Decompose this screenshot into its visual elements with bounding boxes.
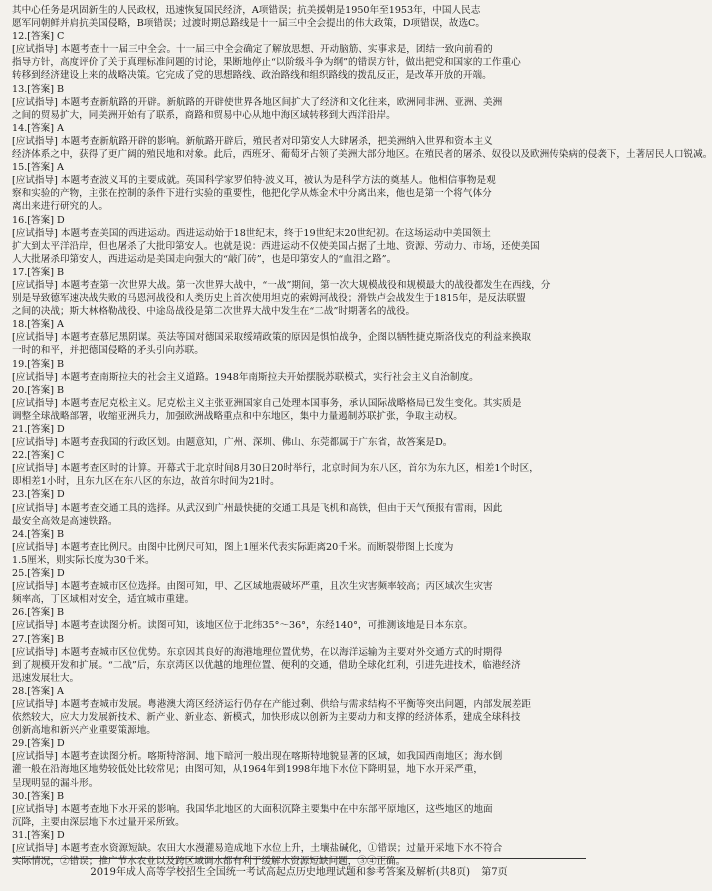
answer-key: [答案] D [27,489,65,501]
answer-key: [答案] B [27,358,65,370]
explanation-line: 实际情况，②错误；推广节水农业以及跨区域调水都有利于缓解水资源短缺问题，③④正确。 [12,856,406,868]
answer-item [12,685,586,737]
explanation-line: [应试指导] 本题考查读图分析。读图可知，该地区位于北纬35°～36°，东经140°，可推测该地是日本东京。 [12,620,473,632]
question-number: 17. [12,266,28,278]
answer-key: [答案] D [27,424,65,435]
answer-key: [答案] B [27,633,65,645]
explanation-line: 别是导致德军速决战失败的马恩河战役和人类历史上首次使用坦克的索姆河战役；滑铁卢会战发生于1815年，是反法联盟 [12,293,526,305]
explanation-line: 最安全高效是高速铁路。 [12,515,118,527]
question-number: 26. [12,607,28,619]
answer-item [12,214,586,266]
answer-line [12,606,586,619]
intro-line: 愿军同朝鲜并肩抗美国侵略，B项错误；过渡时期总路线是十一届三中全会提出的伟大政策，D项错误，故选C。 [12,18,485,30]
answer-line [12,161,586,174]
explanation-line: [应试指导] 本题考查比例尺。由图中比例尺可知，图上1厘米代表实际距离20千米。而断裂带图上长度为 [12,541,454,553]
document-body [12,4,712,868]
question-number: 14. [12,122,28,134]
answer-key: [答案] D [27,829,65,841]
explanation-line: 沉降，主要由深层地下水过量开采所致。 [12,816,185,828]
answer-item [12,384,586,423]
explanation-line: 频率高，丁区域相对安全，适宜城市重建。 [12,594,195,606]
explanation-line: [应试指导] 本题考查交通工具的选择。从武汉到广州最快捷的交通工具是飞机和高铁，但由于天气预报有雷雨，因此 [12,502,503,514]
explanation-line: 即相差1小时，且东九区在东八区的东边，故首尔时间为21时。 [12,476,280,488]
answer-line [12,384,586,397]
answer-item [12,122,712,161]
answer-line [12,567,586,580]
answer-list [12,30,712,868]
explanation-line: 之间的贸易扩大，同美洲开始有了联系，商路和贸易中心从地中海区域转移到大西洋沿岸。 [12,109,396,121]
answer-key: [答案] A [27,122,64,134]
question-number: 18. [12,319,28,331]
answer-line [12,685,586,698]
explanation-line: 经济体系之中，获得了更广阔的殖民地和对象。此后，西班牙、葡萄牙占领了美洲大部分地区。在殖民者的屠杀、奴役以及欧洲传染病的侵袭下，土著居民人口锐减。 [12,149,712,161]
explanation-line: [应试指导] 本题考查第一次世界大战。第一次世界大战中，“一战”期间，第一次大规模战役和规模最大的战役都发生在西线，分 [12,279,551,291]
answer-item [12,161,586,213]
explanation-line: [应试指导] 本题考查城市区位优势。东京因其良好的海港地理位置优势，在以海洋运输为主要对外交通方式的时期得 [12,646,503,658]
question-number: 24. [12,528,28,540]
answer-item [12,737,586,789]
question-number: 19. [12,358,28,370]
answer-item [12,633,586,685]
explanation-line: [应试指导] 本题考查尼克松主义。尼克松主义主张亚洲国家自己处理本国事务，承认国际战略格局已发生变化。其实质是 [12,397,522,409]
answer-line [12,423,586,436]
question-number: 30. [12,790,28,802]
explanation-line: 创新高地和新兴产业重要策源地。 [12,725,156,737]
answer-item [12,488,586,527]
answer-line [12,83,586,96]
explanation-line: 一时的和平，并把德国侵略的矛头引向苏联。 [12,345,204,357]
answer-line [12,318,586,331]
question-number: 25. [12,568,28,580]
explanation-line: [应试指导] 本题考查读图分析。喀斯特溶洞、地下暗河一般出现在喀斯特地貌显著的区域，如我国西南地区；海水倒 [12,751,503,763]
answer-item [12,358,586,384]
answer-item [12,83,586,122]
explanation-line: 扩大到太平洋沿岸，但也屠杀了大批印第安人。也就是说：西进运动不仅使美国占据了土地、资源、劳动力、市场，还使美国 [12,240,540,252]
question-number: 23. [12,489,28,501]
footer-title: 2019年成人高等学校招生全国统一考试高起点历史地理试题和参考答案及解析(共8页) [90,867,471,878]
answer-key: [答案] D [27,738,65,750]
explanation-line: [应试指导] 本题考查慕尼黑阴谋。英法等国对德国采取绥靖政策的原因是惧怕战争，企图以牺牲捷克斯洛伐克的利益来换取 [12,332,532,344]
answer-key: [答案] B [27,384,65,396]
question-number: 31. [12,829,28,841]
answer-key: [答案] B [27,607,65,619]
answer-line [12,528,586,541]
answer-item [12,266,586,318]
explanation-line: [应试指导] 本题考查南斯拉夫的社会主义道路。1948年南斯拉夫开始摆脱苏联模式，实行社会主义自治制度。 [12,371,479,383]
answer-item [12,449,586,488]
explanation-line: 之间的决战；斯大林格勒战役、中途岛战役是第二次世界大战中发生在“二战”时期著名的战役。 [12,306,416,318]
explanation-line: [应试指导] 本题考查区时的计算。开幕式于北京时间8月30日20时举行，北京时间为东八区，首尔为东九区，相差1个时区， [12,463,539,475]
answer-line [12,488,586,501]
explanation-line: 指导方针，高度评价了关于真理标准问题的讨论，果断地停止“以阶级斗争为纲”的错误方针，做出把党和国家的工作重心 [12,57,521,69]
answer-line [12,122,586,135]
question-number: 20. [12,384,28,396]
answer-item [12,606,586,632]
explanation-line: 调整全球战略部署，收缩亚洲兵力，加强欧洲战略重点和中东地区，集中力量遏制苏联扩张，争取主动权。 [12,410,463,422]
answer-key: [答案] D [27,568,65,580]
answer-item [12,567,586,606]
question-number: 29. [12,738,28,750]
answer-key: [答案] D [27,214,65,226]
question-number: 28. [12,685,28,697]
question-number: 27. [12,633,28,645]
explanation-line: [应试指导] 本题考查美国的西进运动。西进运动始于18世纪末，终于19世纪末20世纪初。在这场运动中美国领土 [12,227,491,239]
answer-key: [答案] A [27,162,64,174]
answer-line [12,214,586,227]
answer-key: [答案] B [27,528,65,540]
explanation-line: [应试指导] 本题考查城市发展。粤港澳大湾区经济运行仍存在产能过剩、供给与需求结构不平衡等突出问题，内部发展差距 [12,698,532,710]
answer-line [12,30,586,43]
answer-line [12,790,586,803]
page-footer [12,858,586,878]
explanation-line: 人大批屠杀印第安人，西进运动是美国走向强大的“敲门砖”，也是印第安人的“血泪之路”。 [12,253,397,265]
explanation-line: 呈现明显的漏斗形。 [12,777,99,789]
explanation-line: [应试指导] 本题考查新航路开辟的影响。新航路开辟后，殖民者对印第安人大肆屠杀，把美洲纳入世界和资本主义 [12,135,493,147]
answer-line [12,449,586,462]
intro-line: 其中心任务是巩固新生的人民政权，迅速恢复国民经济，A项错误；抗美援朝是1950年至1953年，中国人民志 [12,5,481,16]
answer-key: [答案] B [27,790,65,802]
answer-key: [答案] A [27,319,64,331]
answer-item [12,318,586,357]
explanation-line: [应试指导] 本题考查地下水开采的影响。我国华北地区的大面积沉降主要集中在中东部平原地区，这些地区的地面 [12,803,493,815]
explanation-line: 转移到经济建设上来的战略决策。它完成了党的思想路线、政治路线和组织路线的拨乱反正，是改革开放的开端。 [12,70,492,82]
answer-item [12,790,586,829]
answer-item [12,423,586,449]
answer-item [12,528,586,567]
answer-key: [答案] B [27,266,65,278]
question-number: 15. [12,162,28,174]
question-number: 22. [12,450,28,462]
question-number: 21. [12,424,28,435]
explanation-line: 依然较大，应大力发展新技术、新产业、新业态、新模式，加快形成以创新为主要动力和支撑的经济体系，建成全球科技 [12,712,521,724]
question-number: 12. [12,31,28,43]
explanation-line: 迅速发展壮大。 [12,672,80,684]
answer-line [12,266,586,279]
explanation-line: [应试指导] 本题考查城市区位选择。由图可知，甲、乙区域地震破坏严重，且次生灾害频率较高；丙区域次生灾害 [12,581,493,593]
answer-line [12,737,586,750]
explanation-line: 1.5厘米，则实际长度为30千米。 [12,554,155,566]
answer-item [12,30,586,82]
explanation-line: [应试指导] 本题考查十一届三中全会。十一届三中全会确定了解放思想、开动脑筋、实事求是，团结一致向前看的 [12,44,493,56]
answer-line [12,829,586,842]
explanation-line: [应试指导] 本题考查波义耳的主要成就。英国科学家罗伯特·波义耳，被认为是科学方法的奠基人。他相信事物是观 [12,175,496,187]
explanation-line: 察和实验的产物，主张在控制的条件下进行实验的重要性，他把化学从炼金术中分离出来，他也是第一个将气体分 [12,188,492,200]
explanation-line: 灌一般在沿海地区地势较低处比较常见；由图可知，从1964年到1998年地下水位下降明显，地下水开采严重， [12,764,483,776]
page-number: 第7页 [481,867,508,878]
answer-line [12,633,586,646]
answer-key: [答案] C [27,450,65,462]
question-number: 16. [12,214,28,226]
explanation-line: [应试指导] 本题考查新航路的开辟。新航路的开辟使世界各地区间扩大了经济和文化往来，欧洲同非洲、亚洲、美洲 [12,96,503,108]
answer-key: [答案] C [27,31,65,43]
answer-line [12,358,586,371]
explanation-line: 到了规模开发和扩展。“二战”后，东京湾区以优越的地理位置、便利的交通，借助全球化红利，引进先进技术，临港经济 [12,659,521,671]
explanation-line: [应试指导] 本题考查我国的行政区划。由题意知，广州、深圳、佛山、东莞都属于广东省，故答案是D。 [12,437,453,449]
answer-key: [答案] A [27,685,64,697]
explanation-line: 离出来进行研究的人。 [12,201,108,213]
explanation-line: [应试指导] 本题考查水资源短缺。农田大水漫灌易造成地下水位上升，土壤盐碱化，①错误；过量开采地下水不符合 [12,843,503,854]
answer-key: [答案] B [27,83,65,95]
question-number: 13. [12,83,28,95]
